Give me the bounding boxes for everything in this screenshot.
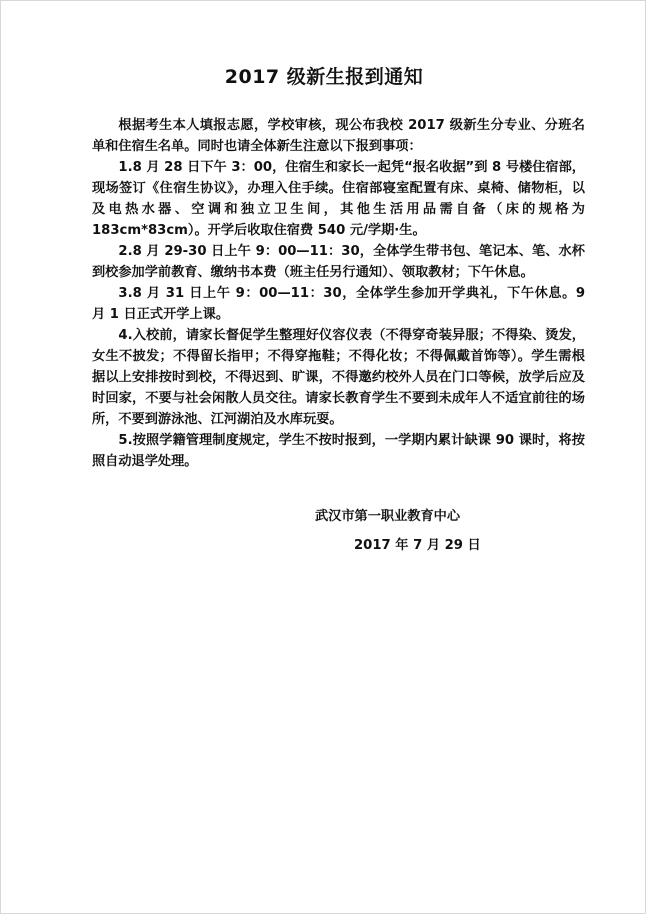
paragraph-item-5: 5.按照学籍管理制度规定，学生不按时报到，一学期内累计缺课 90 课时，将按照自动退学处理。: [92, 433, 585, 469]
document-body: [92, 115, 585, 472]
paragraph-item-4: 4.入校前，请家长督促学生整理好仪容仪表（不得穿奇装异服；不得染、烫发，女生不披发；不得留长指甲；不得穿拖鞋；不得化妆；不得佩戴首饰等）。学生需根据以上安排按时到校，不得迟到、旷课，不得邀约校外人员在门口等候，放学后应及时回家，不要与社会闲散人员交往。请家长教育学生不要到未成年人不适宜前往的场所，不要到游泳池、江河湖泊及水库玩耍。: [92, 328, 585, 427]
paragraph-item-2: 2.8 月 29-30 日上午 9：00—11：30，全体学生带书包、笔记本、笔、水杯到校参加学前教育、缴纳书本费（班主任另行通知）、领取教材；下午休息。: [92, 244, 585, 280]
paragraph-intro: 根据考生本人填报志愿，学校审核，现公布我校 2017 级新生分专业、分班名单和住宿生名单。同时也请全体新生注意以下报到事项：: [92, 118, 585, 154]
document-title: 2017 级新生报到通知: [224, 66, 424, 88]
signature-organization: 武汉市第一职业教育中心: [315, 509, 461, 524]
signature-date: 2017 年 7 月 29 日: [354, 538, 481, 553]
paragraph-item-1: 1.8 月 28 日下午 3：00，住宿生和家长一起凭“报名收据”到 8 号楼住宿部，现场签订《住宿生协议》，办理入住手续。住宿部寝室配置有床、桌椅、储物柜，以及电热水器、空调和独立卫生间，其他生活用品需自备（床的规格为 183cm*83cm）。开学后收取住宿费 540 元/学期·生。: [92, 160, 585, 238]
paragraph-item-3: 3.8 月 31 日上午 9：00—11：30，全体学生参加开学典礼，下午休息。9 月 1 日正式开学上课。: [92, 286, 585, 322]
